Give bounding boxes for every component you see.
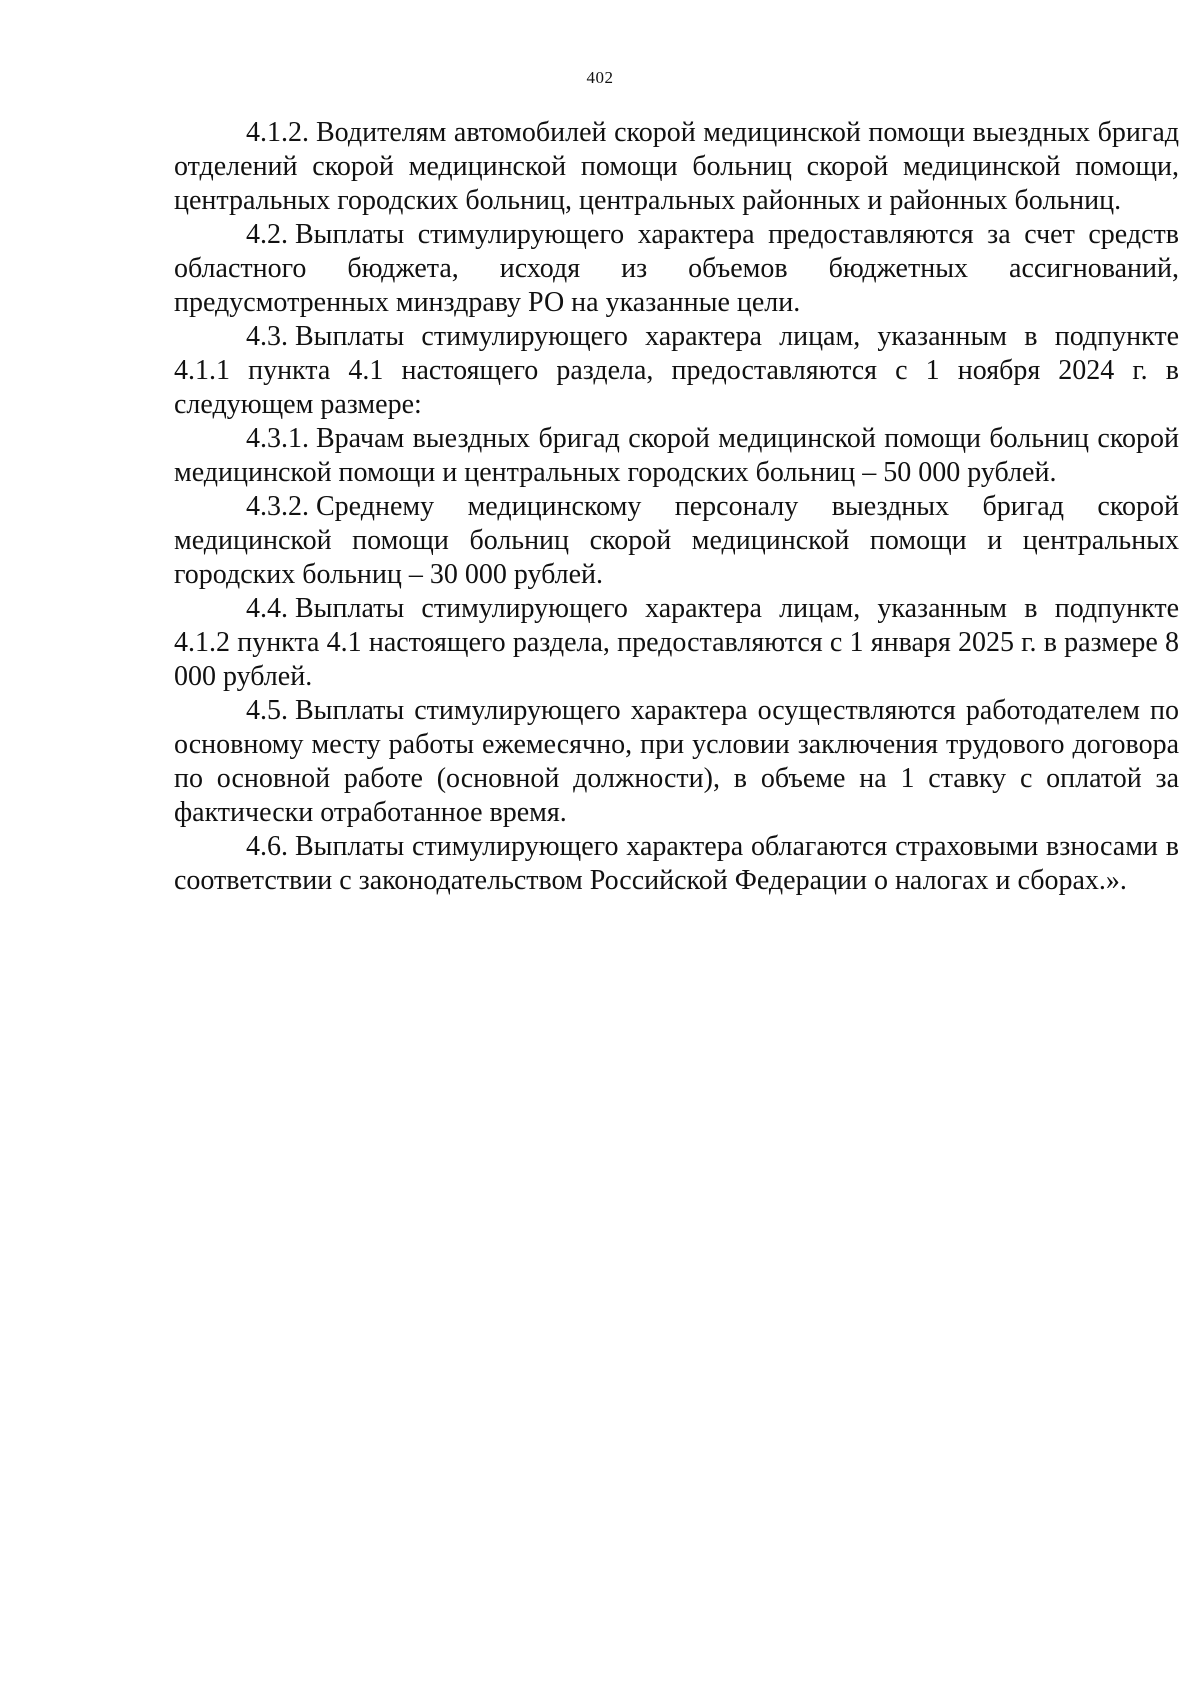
paragraph-number: 4.6. (246, 831, 288, 862)
paragraph-4-3 (174, 320, 1179, 422)
paragraph-text: Выплаты стимулирующего характера облагаются страховыми взносами в соответствии с законодательством Российской Федерации о налогах и сборах.». (174, 831, 1179, 896)
paragraph-text: Выплаты стимулирующего характера осуществляются работодателем по основному месту работы ежемесячно, при условии заключения трудового договора по основной работе (основной должности), в объеме на 1 ставку с оплатой за фактически отработанное время. (174, 695, 1179, 828)
paragraph-text: Выплаты стимулирующего характера предоставляются за счет средств областного бюджета, исходя из объемов бюджетных ассигнований, предусмотренных минздраву РО на указанные цели. (174, 219, 1179, 318)
paragraph-number: 4.2. (246, 219, 288, 250)
paragraph-number: 4.5. (246, 695, 288, 726)
paragraph-number: 4.3.2. (246, 491, 309, 522)
paragraph-text: Выплаты стимулирующего характера лицам, указанным в подпункте 4.1.2 пункта 4.1 настоящего раздела, предоставляются с 1 января 2025 г. в размере 8 000 рублей. (174, 593, 1179, 692)
paragraph-4-2 (174, 218, 1179, 320)
paragraph-number: 4.4. (246, 593, 288, 624)
paragraph-4-6 (174, 830, 1179, 898)
paragraph-text: Выплаты стимулирующего характера лицам, указанным в подпункте 4.1.1 пункта 4.1 настоящего раздела, предоставляются с 1 ноября 2024 г. в следующем размере: (174, 321, 1179, 420)
paragraph-text: Водителям автомобилей скорой медицинской помощи выездных бригад отделений скорой медицинской помощи больниц скорой медицинской помощи, центральных городских больниц, центральных районных и районных больниц. (174, 117, 1179, 216)
paragraph-4-5 (174, 694, 1179, 830)
paragraph-4-3-1 (174, 422, 1179, 490)
paragraph-4-1-2 (174, 116, 1179, 218)
paragraph-number: 4.3.1. (246, 423, 309, 454)
paragraph-text: Врачам выездных бригад скорой медицинской помощи больниц скорой медицинской помощи и центральных городских больниц – 50 000 рублей. (174, 423, 1179, 488)
document-body (174, 116, 1179, 898)
page-number: 402 (586, 68, 614, 87)
paragraph-number: 4.1.2. (246, 117, 309, 148)
paragraph-4-3-2 (174, 490, 1179, 592)
paragraph-text: Среднему медицинскому персоналу выездных бригад скорой медицинской помощи больниц скорой медицинской помощи и центральных городских больниц – 30 000 рублей. (174, 491, 1179, 590)
paragraph-4-4 (174, 592, 1179, 694)
paragraph-number: 4.3. (246, 321, 288, 352)
